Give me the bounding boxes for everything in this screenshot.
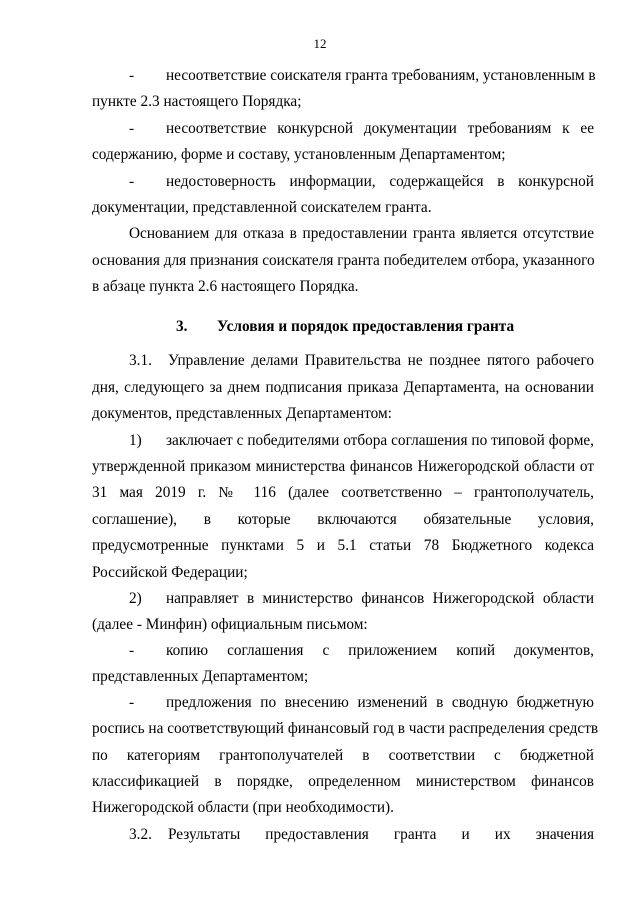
clause-number: 3.2.: [129, 826, 152, 843]
text-line: представленных Департаментом;: [92, 668, 309, 685]
text-line: роспись на соответствующий финансовый год в части распределения средств: [92, 720, 599, 737]
text-line: Нижегородской области (при необходимости).: [92, 799, 394, 816]
text-line: несоответствие соискателя гранта требованиям, установленным в: [166, 67, 596, 84]
bullet-dash: -: [129, 67, 135, 84]
bullet-dash: -: [129, 173, 135, 190]
text-line: по категориям грантополучателей в соответствии с бюджетной: [92, 747, 594, 764]
text-line: соглашение), в которые включаются обязательные условия,: [92, 511, 594, 528]
text-line: недостоверность информации, содержащейся в конкурсной: [166, 173, 594, 190]
bullet-dash: -: [129, 694, 135, 711]
item-number: 1): [129, 432, 142, 449]
text-line: Результаты предоставления гранта и их значения: [168, 826, 594, 843]
text-line: в абзаце пункта 2.6 настоящего Порядка.: [92, 278, 359, 295]
text-line: копию соглашения с приложением копий документов,: [166, 642, 594, 659]
section-title: Условия и порядок предоставления гранта: [217, 318, 515, 335]
page-number: 12: [313, 36, 327, 51]
text-line: предусмотренные пунктами 5 и 5.1 статьи 78 Бюджетного кодекса: [92, 537, 594, 554]
text-line: (далее - Минфин) официальным письмом:: [92, 616, 368, 633]
text-line: 31 мая 2019 г. № 116 (далее соответственно – грантополучатель,: [92, 484, 594, 501]
text-line: дня, следующего за днем подписания приказа Департамента, на основании: [92, 379, 594, 396]
text-line: Управление делами Правительства не позднее пятого рабочего: [168, 352, 594, 369]
text-line: предложения по внесению изменений в сводную бюджетную: [166, 694, 594, 711]
text-line: направляет в министерство финансов Нижегородской области: [166, 590, 594, 607]
text-line: пункте 2.3 настоящего Порядка;: [92, 93, 302, 110]
clause-number: 3.1.: [129, 352, 152, 369]
item-number: 2): [129, 590, 142, 607]
bullet-dash: -: [129, 642, 135, 659]
text-line: основания для признания соискателя гранта победителем отбора, указанного: [92, 252, 595, 269]
section-number: 3.: [176, 318, 188, 335]
text-line: документов, представленных Департаментом:: [92, 405, 392, 422]
text-line: документации, представленной соискателем гранта.: [92, 199, 432, 216]
text-line: Российской Федерации;: [92, 564, 248, 581]
text-line: содержанию, форме и составу, установленным Департаментом;: [92, 146, 506, 163]
text-line: Основанием для отказа в предоставлении гранта является отсутствие: [129, 225, 594, 242]
text-line: несоответствие конкурсной документации требованиям к ее: [166, 120, 594, 137]
text-line: заключает с победителями отбора соглашения по типовой форме,: [166, 432, 594, 449]
text-line: классификацией в порядке, определенном министерством финансов: [92, 773, 594, 790]
bullet-dash: -: [129, 120, 135, 137]
text-line: утвержденной приказом министерства финансов Нижегородской области от: [92, 458, 594, 475]
